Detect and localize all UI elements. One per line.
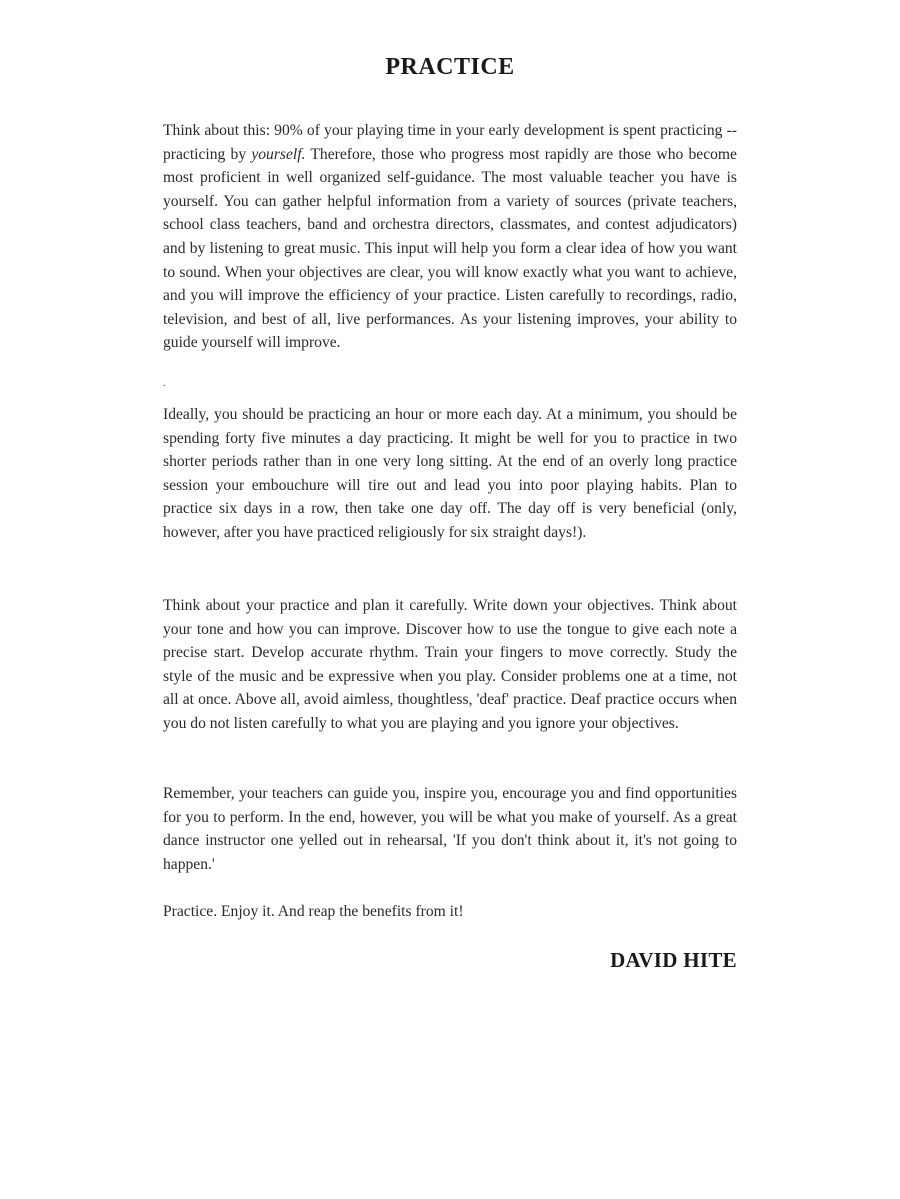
paragraph-3-text: Think about your practice and plan it carefully. Write down your objectives. Think about your tone and how you can improve. Discover how to use the tongue to give each note a precise start. Develop accurate rhythm. Train your fingers to move correctly. Study the style of the music and be expressive when you play. Consider problems one at a time, not all at once. Above all, avoid aimless, thoughtless, 'deaf' practice. Deaf practice occurs when you do not listen carefully to what you are playing and you ignore your objectives. [163, 597, 737, 732]
paragraph-2-text: Ideally, you should be practicing an hour or more each day. At a minimum, you should be spending forty five minutes a day practicing. It might be well for you to practice in two shorter periods rather than in one very long sitting. At the end of an overly long practice session your embouchure will tire out and lead you into poor playing habits. Plan to practice six days in a row, then take one day off. The day off is very beneficial (only, however, after you have practiced religiously for six straight days!). [163, 406, 737, 541]
page-title: PRACTICE [385, 54, 515, 80]
paragraph-5-text: Practice. Enjoy it. And reap the benefits from it! [163, 903, 464, 920]
author-signature: DAVID HITE [610, 948, 737, 972]
paragraph-4 [163, 782, 737, 876]
paragraph-3 [163, 594, 737, 736]
paragraph-4-text: Remember, your teachers can guide you, inspire you, encourage you and find opportunities for you to perform. In the end, however, you will be what you make of yourself. As a great dance instructor one yelled out in rehearsal, 'If you don't think about it, it's not going to happen.' [163, 785, 737, 873]
stray-mark: . [163, 378, 166, 389]
paragraph-5 [163, 900, 737, 924]
paragraph-1-text-end: Therefore, those who progress most rapidly are those who become most proficient in well organized self-guidance. The most valuable teacher you have is yourself. You can gather helpful information from a variety of sources (private teachers, school class teachers, band and orchestra directors, classmates, and contest adjudicators) and by listening to great music. This input will help you form a clear idea of how you want to sound. When your objectives are clear, you will know exactly what you want to achieve, and you will improve the efficiency of your practice. Listen carefully to recordings, radio, television, and best of all, live performances. As your listening improves, your ability to guide yourself will improve. [163, 145, 737, 352]
paragraph-1-text-start: Think about this: 90% of your playing time in your early development is spent practicing -- practicing by [163, 122, 737, 163]
paragraph-1-emphasis: yourself. [251, 145, 306, 163]
paragraph-2 [163, 403, 737, 545]
paragraph-1 [163, 119, 737, 355]
